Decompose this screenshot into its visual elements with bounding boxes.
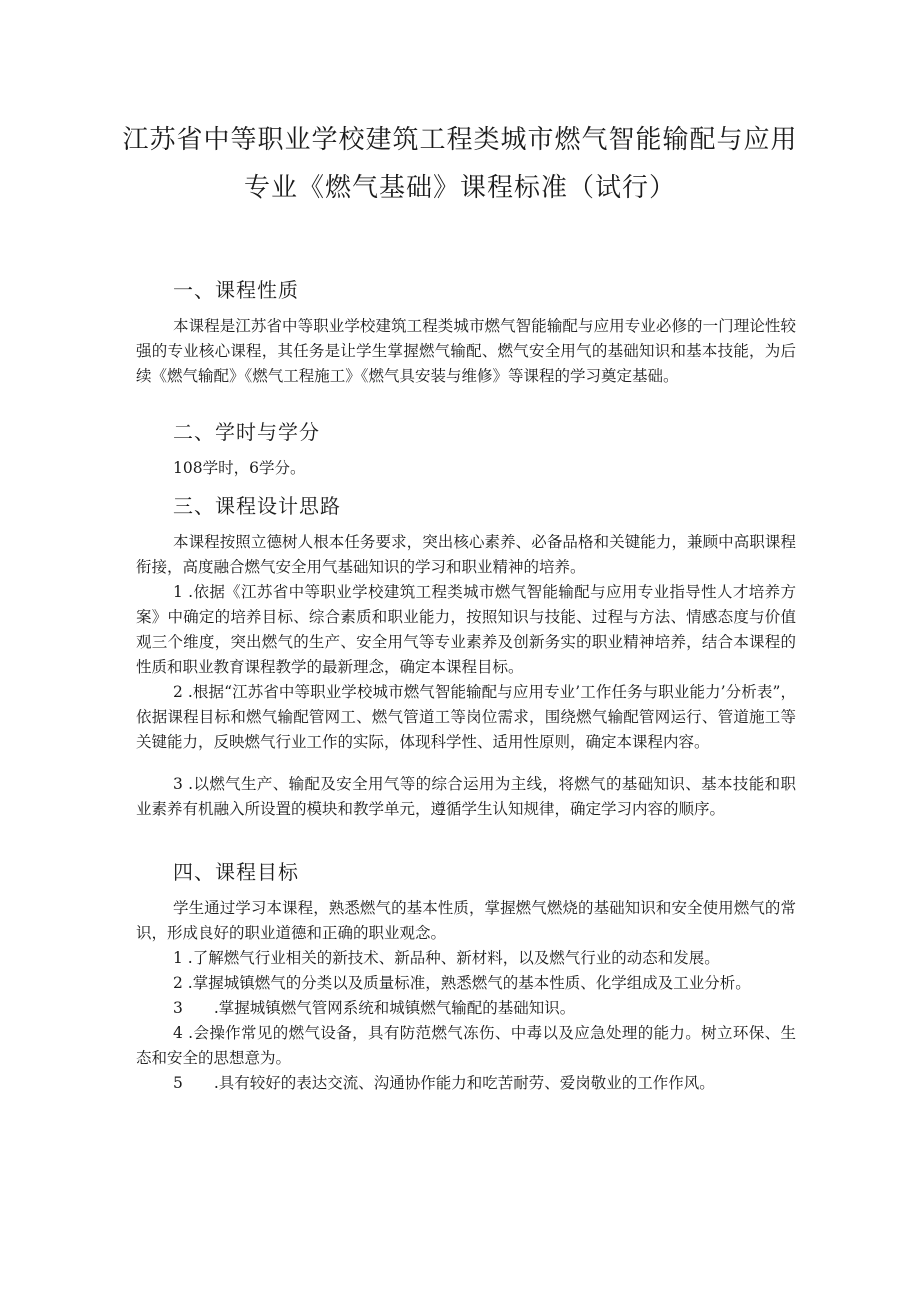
section-heading-hours-credits: 二、学时与学分 bbox=[173, 420, 320, 444]
section-heading-design-ideas: 三、课程设计思路 bbox=[173, 494, 341, 518]
paragraph-course-nature: 本课程是江苏省中等职业学校建筑工程类城市燃气智能输配与应用专业必修的一门理论性较强的专业核心课程，其任务是让学生掌握燃气输配、燃气安全用气的基础知识和基本技能，为后续《燃气输配》《燃气工程施工》《燃气具安装与维修》等课程的学习奠定基础。 bbox=[136, 317, 796, 385]
paragraph-design-item-2: 2 .根据“江苏省中等职业学校城市燃气智能输配与应用专业’工作任务与职业能力’分析表”，依据课程目标和燃气输配管网工、燃气管道工等岗位需求，围绕燃气输配管网运行、管道施工等关键能力，反映燃气行业工作的实际，体现科学性、适用性原则，确定本课程内容。 bbox=[136, 683, 796, 751]
paragraph-design-item-3: 3 .以燃气生产、输配及安全用气等的综合运用为主线，将燃气的基础知识、基本技能和职业素养有机融入所设置的模块和教学单元，遵循学生认知规律，确定学习内容的顺序。 bbox=[136, 775, 796, 818]
goal-item-5: 5 .具有较好的表达交流、沟通协作能力和吃苦耐劳、爱岗敬业的工作作风。 bbox=[173, 1074, 715, 1092]
paragraph-goals-intro: 学生通过学习本课程，熟悉燃气的基本性质，掌握燃气燃烧的基础知识和安全使用燃气的常识，形成良好的职业道德和正确的职业观念。 bbox=[136, 899, 796, 942]
section-heading-course-nature: 一、课程性质 bbox=[173, 278, 299, 302]
paragraph-design-item-1: 1 .依据《江苏省中等职业学校建筑工程类城市燃气智能输配与应用专业指导性人才培养方案》中确定的培养目标、综合素质和职业能力，按照知识与技能、过程与方法、情感态度与价值观三个维度，突出燃气的生产、安全用气等专业素养及创新务实的职业精神培养，结合本课程的性质和职业教育课程教学的最新理念，确定本课程目标。 bbox=[136, 583, 796, 676]
section-heading-course-goals: 四、课程目标 bbox=[173, 860, 299, 884]
paragraph-hours-credits: 108学时，6学分。 bbox=[173, 459, 306, 477]
goal-item-1: 1 .了解燃气行业相关的新技术、新品种、新材料，以及燃气行业的动态和发展。 bbox=[173, 949, 720, 967]
paragraph-design-intro: 本课程按照立德树人根本任务要求，突出核心素养、必备品格和关键能力，兼顾中高职课程衔接，高度融合燃气安全用气基础知识的学习和职业精神的培养。 bbox=[136, 533, 796, 576]
document-title-line-1: 江苏省中等职业学校建筑工程类城市燃气智能输配与应用 bbox=[122, 125, 798, 155]
goal-item-4: 4 .会操作常见的燃气设备，具有防范燃气冻伤、中毒以及应急处理的能力。树立环保、生态和安全的思想意为。 bbox=[136, 1024, 796, 1067]
goal-item-2: 2 .掌握城镇燃气的分类以及质量标准，熟悉燃气的基本性质、化学组成及工业分析。 bbox=[173, 974, 751, 992]
document-title-line-2: 专业《燃气基础》课程标准（试行） bbox=[243, 173, 676, 203]
goal-item-3: 3 .掌握城镇燃气管网系统和城镇燃气输配的基础知识。 bbox=[173, 999, 576, 1017]
